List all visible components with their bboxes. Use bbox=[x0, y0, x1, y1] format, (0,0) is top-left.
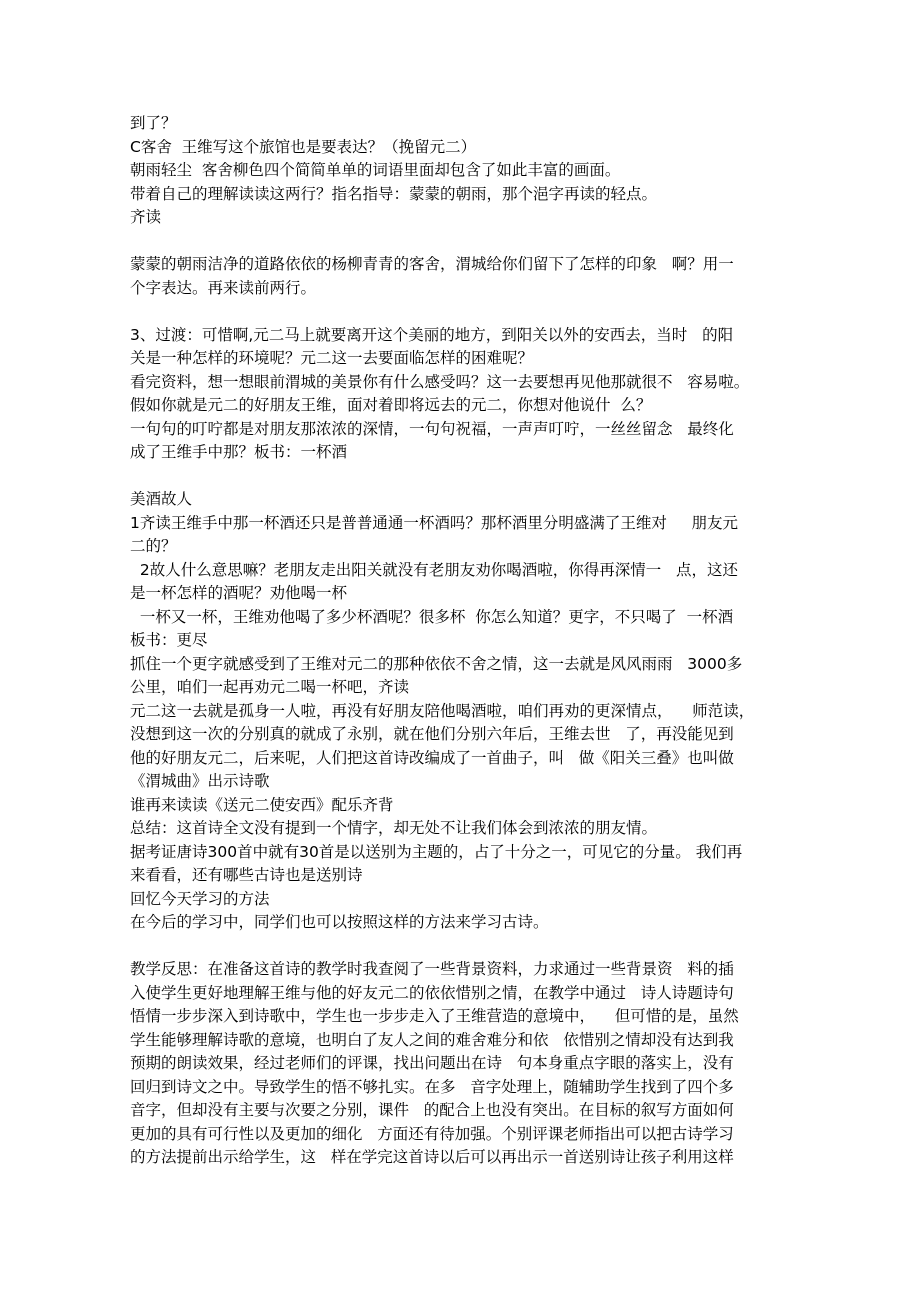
blank-line bbox=[130, 230, 798, 254]
text-line: 总结：这首诗全文没有提到一个情字，却无处不让我们体会到浓浓的朋友情。 bbox=[130, 819, 658, 837]
text-line: 入使学生更好地理解王维与他的好友元二的依依惜别之情，在教学中通过 诗人诗题诗句 bbox=[130, 983, 734, 1002]
text-line: 关是一种怎样的环境呢？元二这一去要面临怎样的困难呢？ bbox=[130, 349, 534, 367]
text-line: 3、过渡：可惜啊,元二马上就要离开这个美丽的地方，到阳关以外的安西去，当时 的阳 bbox=[130, 325, 734, 344]
text-line: 音字，但却没有主要与次要之分别，课件 的配合上也没有突出。在目标的叙写方面如何 bbox=[130, 1101, 734, 1119]
text-line: 抓住一个更字就感受到了王维对元二的那种依依不舍之情，这一去就是风风雨雨 3000多 bbox=[130, 654, 743, 673]
text-line: 二的？ bbox=[130, 537, 177, 555]
text-line: 带着自己的理解读读这两行？指名指导：蒙蒙的朝雨，那个浥字再读的轻点。 bbox=[130, 184, 658, 203]
text-line: 元二这一去就是孤身一人啦，再没有好朋友陪他喝酒啦，咱们再劝的更深情点， 师范读， bbox=[130, 701, 755, 720]
blank-line bbox=[130, 935, 798, 959]
text-line: 回归到诗文之中。导致学生的悟不够扎实。在多 音字处理上，随辅助学生找到了四个多 bbox=[130, 1077, 734, 1096]
text-line: 假如你就是元二的好朋友王维，面对着即将远去的元二，你想对他说什 么？ bbox=[130, 396, 652, 414]
text-line: 1齐读王维手中那一杯酒还只是普普通通一杯酒吗？那杯酒里分明盛满了王维对 朋友元 bbox=[130, 513, 738, 532]
text-line: 回忆今天学习的方法 bbox=[130, 889, 270, 908]
text-line: 《渭城曲》出示诗歌 bbox=[130, 772, 270, 790]
text-line: 没想到这一次的分别真的就成了永别，就在他们分别六年后，王维去世 了，再没能见到 bbox=[130, 725, 734, 743]
text-line: 看完资料，想一想眼前渭城的美景你有什么感受吗？这一去要想再见他那就很不 容易啦。 bbox=[130, 372, 750, 391]
text-line: 公里，咱们一起再劝元二喝一杯吧，齐读 bbox=[130, 678, 410, 696]
text-line: C客舍 王维写这个旅馆也是要表达？（挽留元二） bbox=[130, 137, 477, 156]
text-line: 是一杯怎样的酒呢？劝他喝一杯 bbox=[130, 584, 348, 602]
text-line: 学生能够理解诗歌的意境，也明白了友人之间的难舍难分和依 依惜别之情却没有达到我 bbox=[130, 1030, 734, 1049]
blank-line bbox=[130, 300, 798, 324]
text-line: 他的好朋友元二，后来呢，人们把这首诗改编成了一首曲子，叫 做《阳关三叠》也叫做 bbox=[130, 748, 734, 767]
text-line: 美酒故人 bbox=[130, 490, 193, 508]
text-line: 的方法提前出示给学生，这 样在学完这首诗以后可以再出示一首送别诗让孩子利用这样 bbox=[130, 1148, 734, 1166]
text-line: 预期的朗读效果，经过老师们的评课，找出问题出在诗 句本身重点字眼的落实上，没有 bbox=[130, 1054, 734, 1072]
text-line: 蒙蒙的朝雨洁净的道路依依的杨柳青青的客舍，渭城给你们留下了怎样的印象 啊？用一 bbox=[130, 255, 734, 273]
text-line: 教学反思：在准备这首诗的教学时我查阅了一些背景资料，力求通过一些背景资 料的插 bbox=[130, 960, 734, 978]
text-line: 一杯又一杯，王维劝他喝了多少杯酒呢？很多杯 你怎么知道？更字，不只喝了 一杯酒 bbox=[130, 607, 734, 626]
text-line: 悟情一步步深入到诗歌中，学生也一步步走入了王维营造的意境中， 但可惜的是，虽然 bbox=[130, 1007, 739, 1025]
text-line: 个字表达。再来读前两行。 bbox=[130, 278, 317, 297]
text-line: 齐读 bbox=[130, 208, 162, 226]
text-line: 成了王维手中那？板书：一杯酒 bbox=[130, 443, 348, 461]
text-line: 在今后的学习中，同学们也可以按照这样的方法来学习古诗。 bbox=[130, 913, 549, 931]
text-line: 谁再来读读《送元二使安西》配乐齐背 bbox=[130, 795, 394, 814]
text-line: 板书：更尽 bbox=[130, 631, 208, 649]
document-body bbox=[130, 112, 798, 1170]
text-line: 据考证唐诗300首中就有30首是以送别为主题的，占了十分之一，可见它的分量。 我们再 bbox=[130, 842, 743, 861]
text-line: 更加的具有可行性以及更加的细化 方面还有待加强。个别评课老师指出可以把古诗学习 bbox=[130, 1124, 734, 1143]
text-line: 一句句的叮咛都是对朋友那浓浓的深情，一句句祝福，一声声叮咛，一丝丝留念 最终化 bbox=[130, 419, 734, 438]
text-line: 到了？ bbox=[130, 114, 177, 132]
text-line: 2故人什么意思嘛？老朋友走出阳关就没有老朋友劝你喝酒啦，你得再深情一 点，这还 bbox=[130, 560, 738, 579]
blank-line bbox=[130, 465, 798, 489]
text-line: 来看看，还有哪些古诗也是送别诗 bbox=[130, 866, 363, 884]
text-line: 朝雨轻尘 客舍柳色四个简简单单的词语里面却包含了如此丰富的画面。 bbox=[130, 161, 621, 179]
